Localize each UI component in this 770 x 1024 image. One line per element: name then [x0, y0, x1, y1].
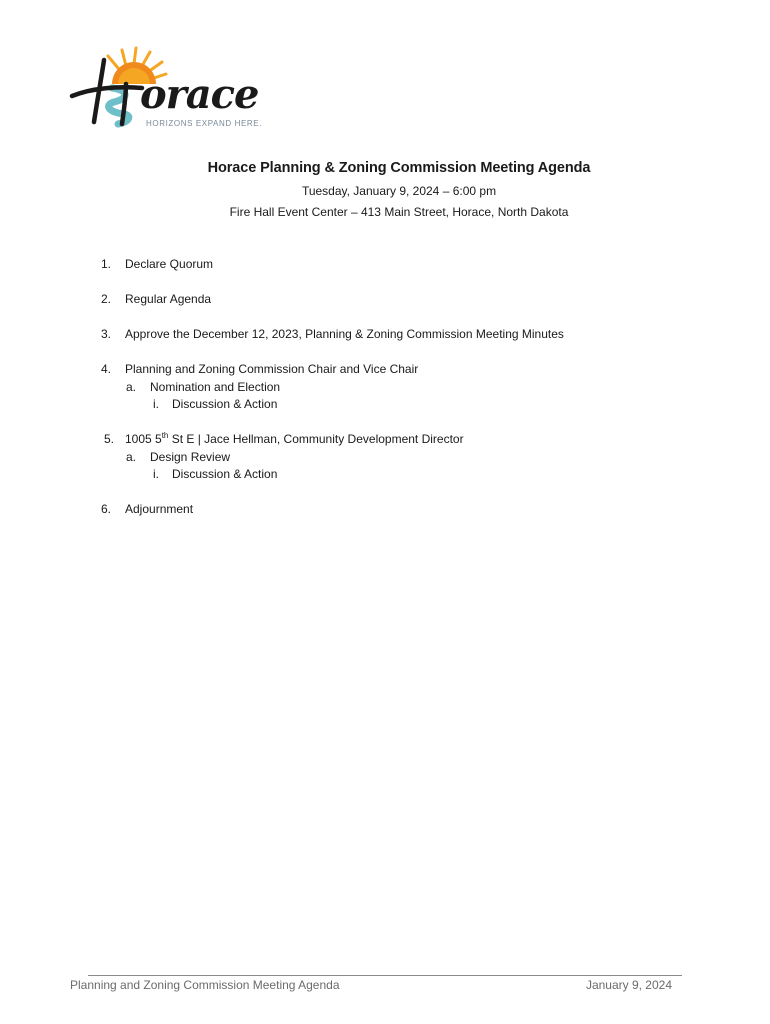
agenda-item-number: 4. — [101, 362, 112, 376]
agenda-item-number: 3. — [101, 327, 112, 341]
agenda-item-text: Regular Agenda — [125, 292, 212, 306]
meeting-location: Fire Hall Event Center – 413 Main Street, Horace, North Dakota — [229, 205, 569, 219]
agenda-item — [101, 256, 721, 274]
footer-document-title: Planning and Zoning Commission Meeting Agenda — [70, 978, 340, 992]
agenda-item-number: 2. — [101, 292, 112, 306]
agenda-item-text — [125, 431, 464, 449]
horace-logo — [68, 44, 282, 130]
agenda-subsubitem-numeral: i. — [153, 397, 159, 411]
agenda-item — [101, 291, 721, 309]
footer-divider — [88, 975, 682, 976]
agenda-subsubitem-numeral: i. — [153, 467, 159, 481]
meeting-date-time: Tuesday, January 9, 2024 – 6:00 pm — [301, 184, 497, 198]
footer-date: January 9, 2024 — [585, 978, 672, 992]
address-rest: St E | Jace Hellman, Community Development Director — [168, 432, 464, 446]
agenda-subsubitem-text: Discussion & Action — [172, 397, 278, 411]
agenda-subitem-letter: a. — [126, 379, 137, 394]
page-title: Horace Planning & Zoning Commission Meeting Agenda — [207, 160, 591, 176]
ordinal-suffix: th — [161, 431, 169, 440]
agenda-item-number: 5. — [104, 432, 115, 446]
agenda-header — [0, 160, 770, 219]
agenda-list — [101, 256, 721, 536]
agenda-item-number: 1. — [101, 257, 112, 271]
agenda-item — [101, 361, 721, 414]
agenda-subsubitem-text: Discussion & Action — [172, 467, 278, 481]
horace-logo-graphic — [68, 44, 282, 130]
agenda-subitem-letter: a. — [126, 449, 137, 464]
agenda-item-number: 6. — [101, 502, 112, 516]
agenda-subitem-text: Nomination and Election — [150, 379, 281, 394]
agenda-item — [101, 431, 721, 484]
agenda-item — [101, 501, 721, 519]
address-number: 1005 5 — [125, 432, 162, 446]
agenda-subitem-text: Design Review — [150, 449, 231, 464]
agenda-item-text: Approve the December 12, 2023, Planning & Zoning Commission Meeting Minutes — [125, 327, 564, 341]
agenda-item-text: Declare Quorum — [125, 257, 214, 271]
logo-tagline: HORIZONS EXPAND HERE. — [146, 119, 263, 128]
agenda-item-text: Planning and Zoning Commission Chair and Vice Chair — [125, 362, 419, 376]
agenda-item — [101, 326, 721, 344]
logo-word: orace — [140, 71, 259, 118]
agenda-item-text: Adjournment — [125, 502, 194, 516]
